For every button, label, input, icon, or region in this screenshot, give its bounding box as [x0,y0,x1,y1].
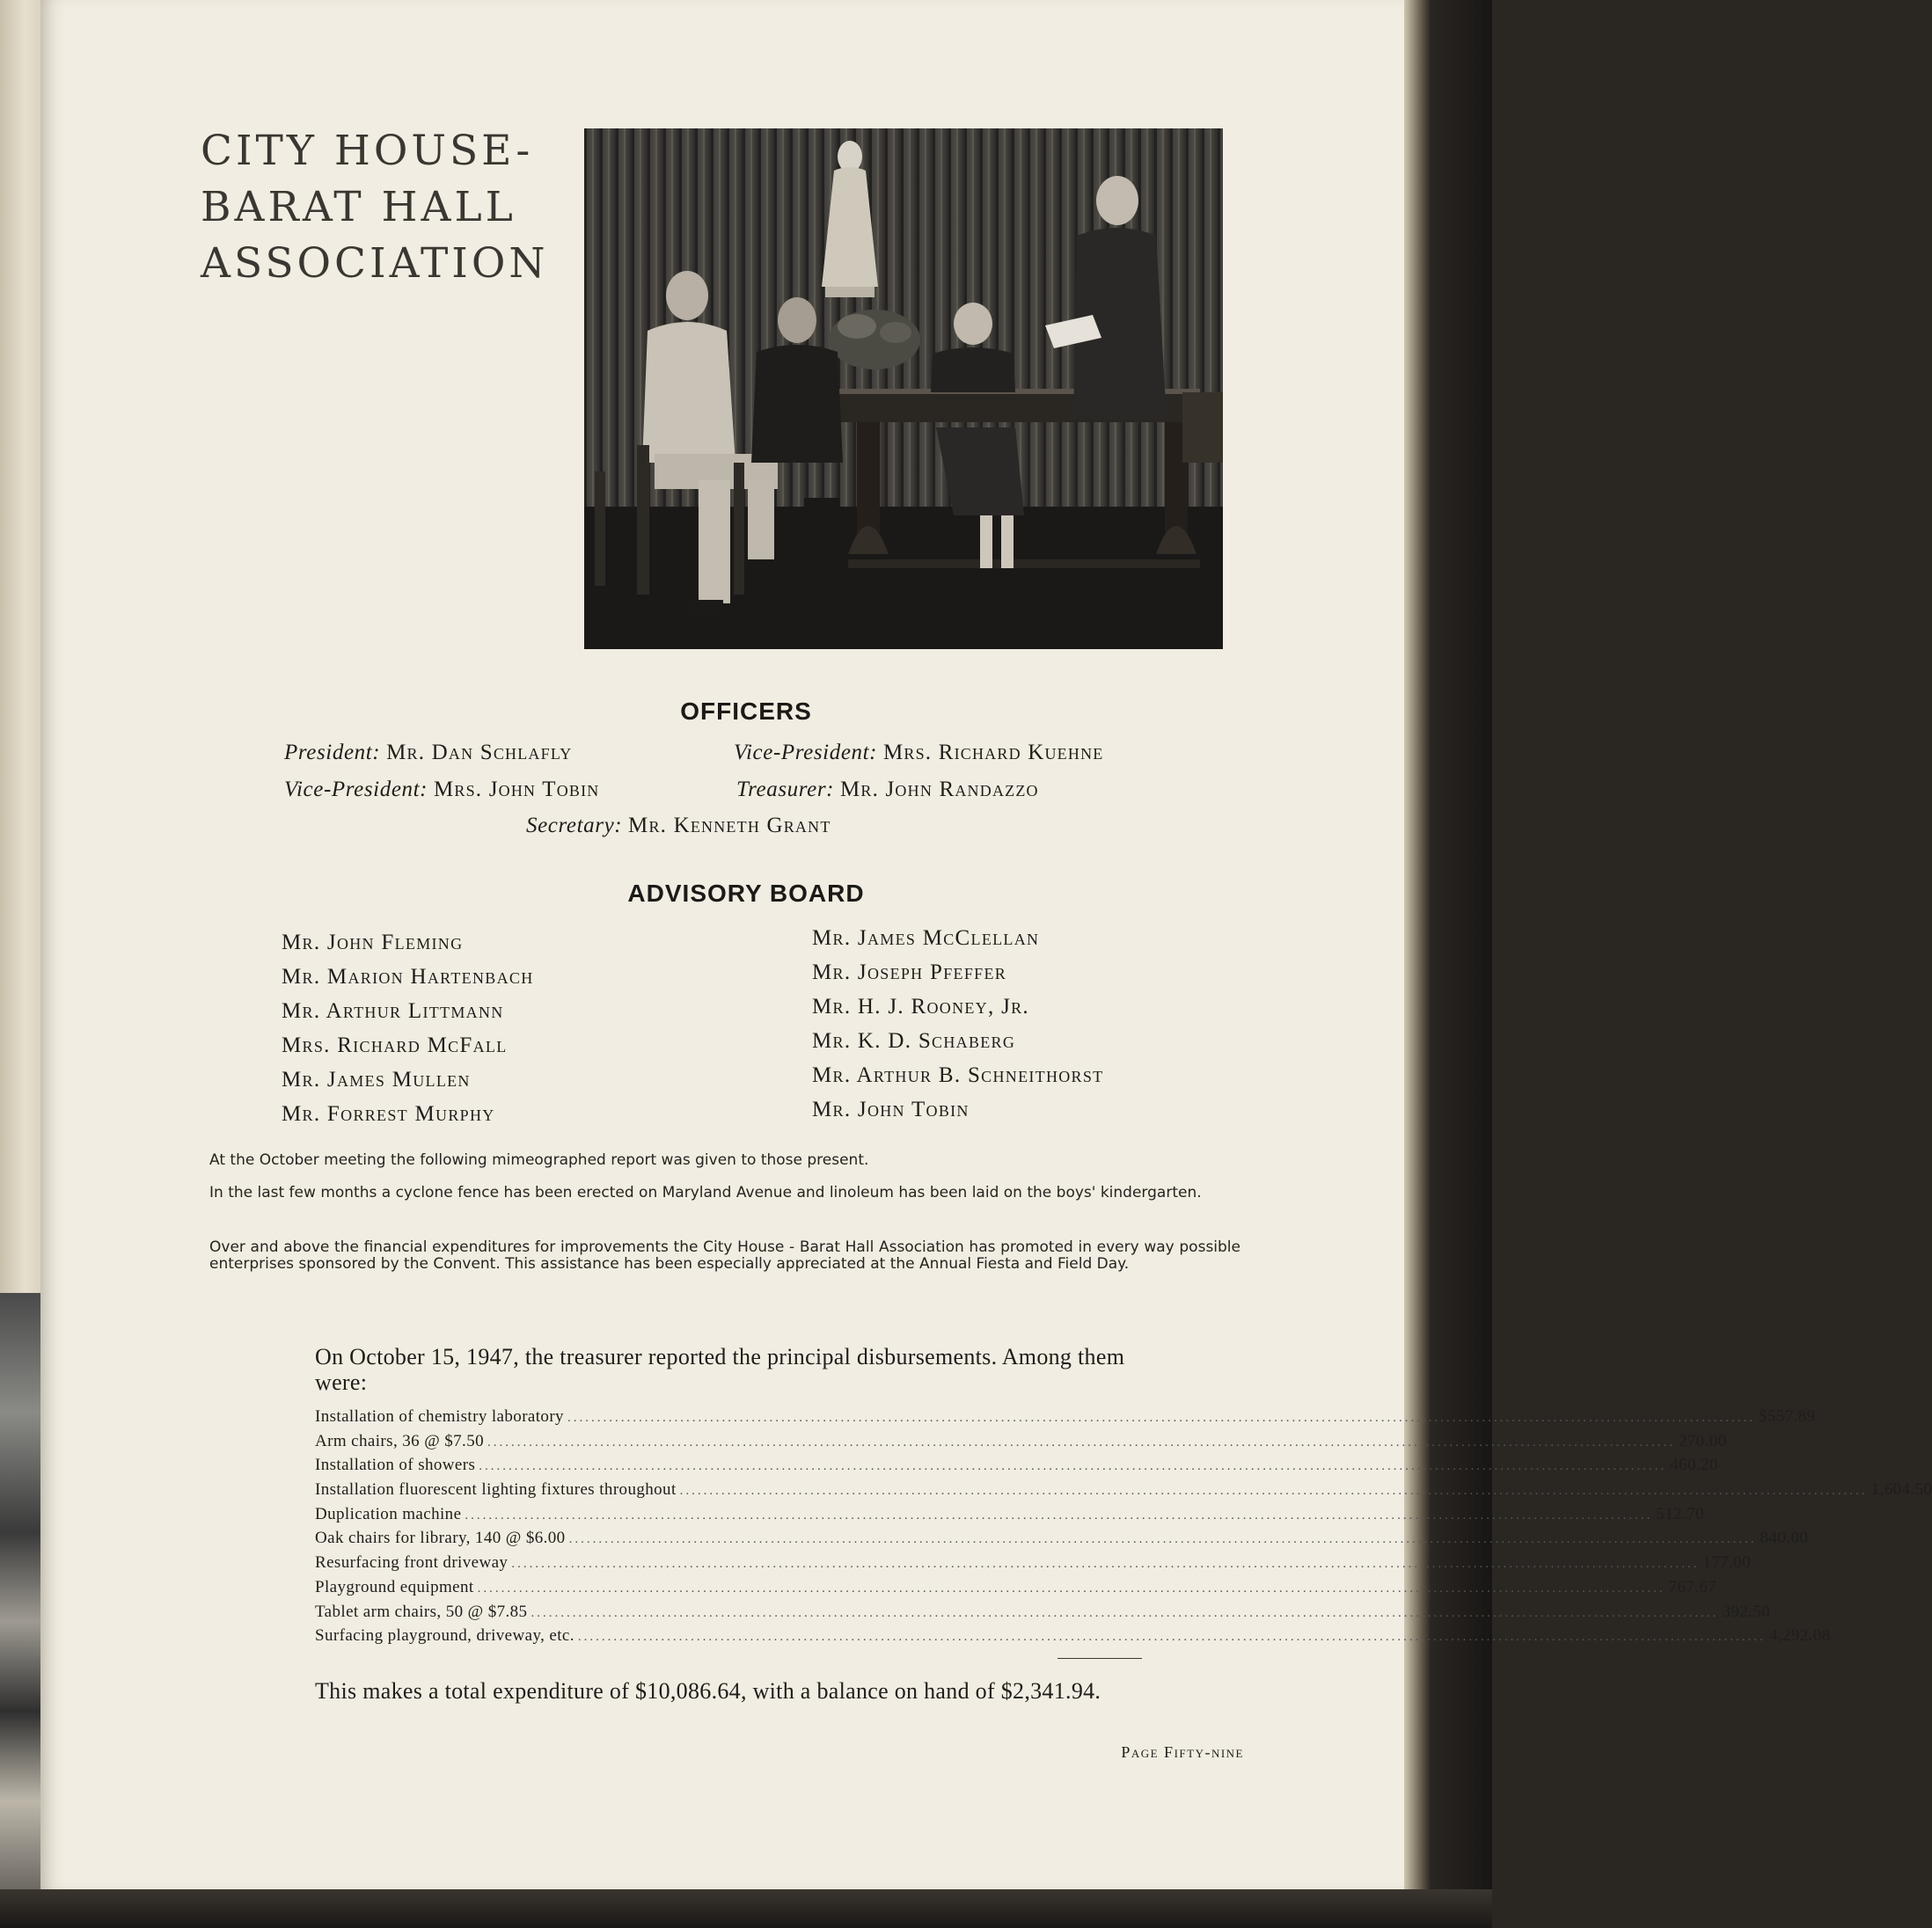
disbursement-row [315,1577,1717,1603]
officer-name: Mr. Kenneth Grant [628,814,831,837]
disbursement-amount: 1,604.50 [1870,1480,1932,1500]
dot-leader: ........................................................................................................................................................................................................ [487,1435,1675,1450]
report-paragraph-2: In the last few months a cyclone fence has been erected on Maryland Avenue and linoleum has been laid on the boys' kindergarten. [209,1184,1202,1201]
disbursement-amount: 177.00 [1702,1553,1751,1573]
board-member: Mr. James Mullen [282,1068,471,1092]
officer-president [284,741,572,765]
disbursement-amount: 512.70 [1656,1504,1705,1523]
disbursement-amount: 460.20 [1670,1456,1718,1475]
dot-leader: ........................................................................................................................................................................................................ [511,1557,1700,1572]
officer-name: Mr. Dan Schlafly [386,741,573,764]
disbursement-row [315,1456,1718,1480]
advisory-board-heading: ADVISORY BOARD [627,880,865,907]
dot-leader: ........................................................................................................................................................................................................ [568,1532,1757,1547]
dot-leader: ........................................................................................................................................................................................................ [567,1411,1755,1425]
page-number: Page Fifty-nine [1121,1743,1244,1761]
disbursement-amount: 557.89 [1767,1407,1816,1426]
dot-leader: ........................................................................................................................................................................................................ [577,1630,1766,1645]
board-member: Mr. James McClellan [812,926,1040,950]
dot-leader: ........................................................................................................................................................................................................ [531,1605,1719,1620]
board-member: Mr. Joseph Pfeffer [812,960,1007,984]
dot-leader: ........................................................................................................................................................................................................ [465,1508,1653,1523]
book-cover-edge-bottom [0,1889,1492,1928]
officer-name: Mrs. Richard Kuehne [882,741,1104,764]
disbursement-label: Playground equipment [315,1577,474,1596]
board-member: Mr. Arthur B. Schneithorst [812,1063,1104,1087]
officer-role: Vice-President: [734,741,878,764]
disbursement-amount: 767.67 [1668,1577,1717,1596]
board-member: Mr. H. J. Rooney, Jr. [812,995,1029,1019]
disbursement-row [315,1602,1771,1627]
advisory-board-right-column [812,921,1103,1127]
board-member: Mr. Arthur Littmann [282,999,504,1023]
disbursement-label: Resurfacing front driveway [315,1553,509,1573]
officer-name: Mr. John Randazzo [839,778,1039,801]
disbursement-amount: 270.00 [1679,1431,1727,1450]
report-paragraph-3: Over and above the financial expenditures for improvements the City House - Barat Hall Association has promoted in every way possible enterprises sponsored by the Convent. This assistance has been especially appreciated at the Annual Fiesta and Field Day. [209,1238,1240,1273]
disbursement-label: Oak chairs for library, 140 @ $6.00 [315,1529,566,1548]
disbursement-label: Tablet arm chairs, 50 @ $7.85 [315,1602,528,1621]
board-member: Mr. John Fleming [282,931,464,954]
title-line-1: CITY HOUSE- [201,127,534,175]
board-member: Mr. K. D. Schaberg [812,1029,1016,1053]
report-paragraph-1: At the October meeting the following mimeographed report was given to those present. [209,1151,869,1169]
disbursement-amount: 392.50 [1722,1602,1771,1621]
disbursement-row [315,1407,1816,1432]
disbursement-row [315,1626,1831,1651]
officer-treasurer [736,778,1039,802]
officer-role: Secretary: [526,814,623,837]
disbursement-row [315,1553,1751,1578]
title-line-2: BARAT HALL [201,183,516,231]
board-member: Mr. Forrest Murphy [282,1102,495,1126]
stage-floor [584,507,1223,649]
disbursement-label: Surfacing playground, driveway, etc. [315,1626,574,1646]
officer-name: Mrs. John Tobin [433,778,600,801]
disbursements-intro: On October 15, 1947, the treasurer reported the principal disbursements. Among them were: [315,1344,1125,1395]
page-title [201,123,553,292]
officer-role: Treasurer: [736,778,835,801]
disbursements-total: This makes a total expenditure of $10,086.64, with a balance on hand of $2,341.94. [315,1678,1101,1704]
disbursement-row [315,1529,1809,1553]
plant [829,310,920,369]
disbursement-amount: 840.00 [1760,1529,1809,1548]
currency-symbol: $ [1758,1407,1767,1426]
disbursement-row [315,1431,1727,1457]
disbursement-label: Installation fluorescent lighting fixtures throughout [315,1480,677,1500]
board-member: Mr. John Tobin [812,1098,970,1121]
advisory-board-left-column [282,925,534,1131]
dot-leader: ........................................................................................................................................................................................................ [479,1459,1667,1474]
disbursements-table [315,1407,1932,1651]
sum-rule [1057,1658,1142,1659]
officer-vice-president-2 [284,778,600,802]
officer-role: Vice-President: [284,778,428,801]
officer-role: President: [284,741,381,764]
dot-leader: ........................................................................................................................................................................................................ [679,1484,1868,1499]
photo-illustration [584,128,1223,649]
title-line-3: ASSOCIATION [201,239,549,288]
officer-secretary [526,814,831,838]
disbursement-label: Installation of showers [315,1456,476,1475]
board-member: Mrs. Richard McFall [282,1033,508,1057]
disbursement-amount: 4,292.08 [1768,1626,1831,1646]
officers-photograph [584,128,1223,649]
disbursement-label: Duplication machine [315,1504,462,1523]
board-member: Mr. Marion Hartenbach [282,965,534,989]
officer-vice-president-1 [734,741,1103,765]
officers-heading: OFFICERS [680,697,812,725]
disbursement-row [315,1504,1705,1530]
dot-leader: ........................................................................................................................................................................................................ [477,1581,1665,1596]
disbursement-label: Installation of chemistry laboratory [315,1407,564,1426]
disbursement-label: Arm chairs, 36 @ $7.50 [315,1431,484,1450]
disbursement-row [315,1480,1932,1505]
